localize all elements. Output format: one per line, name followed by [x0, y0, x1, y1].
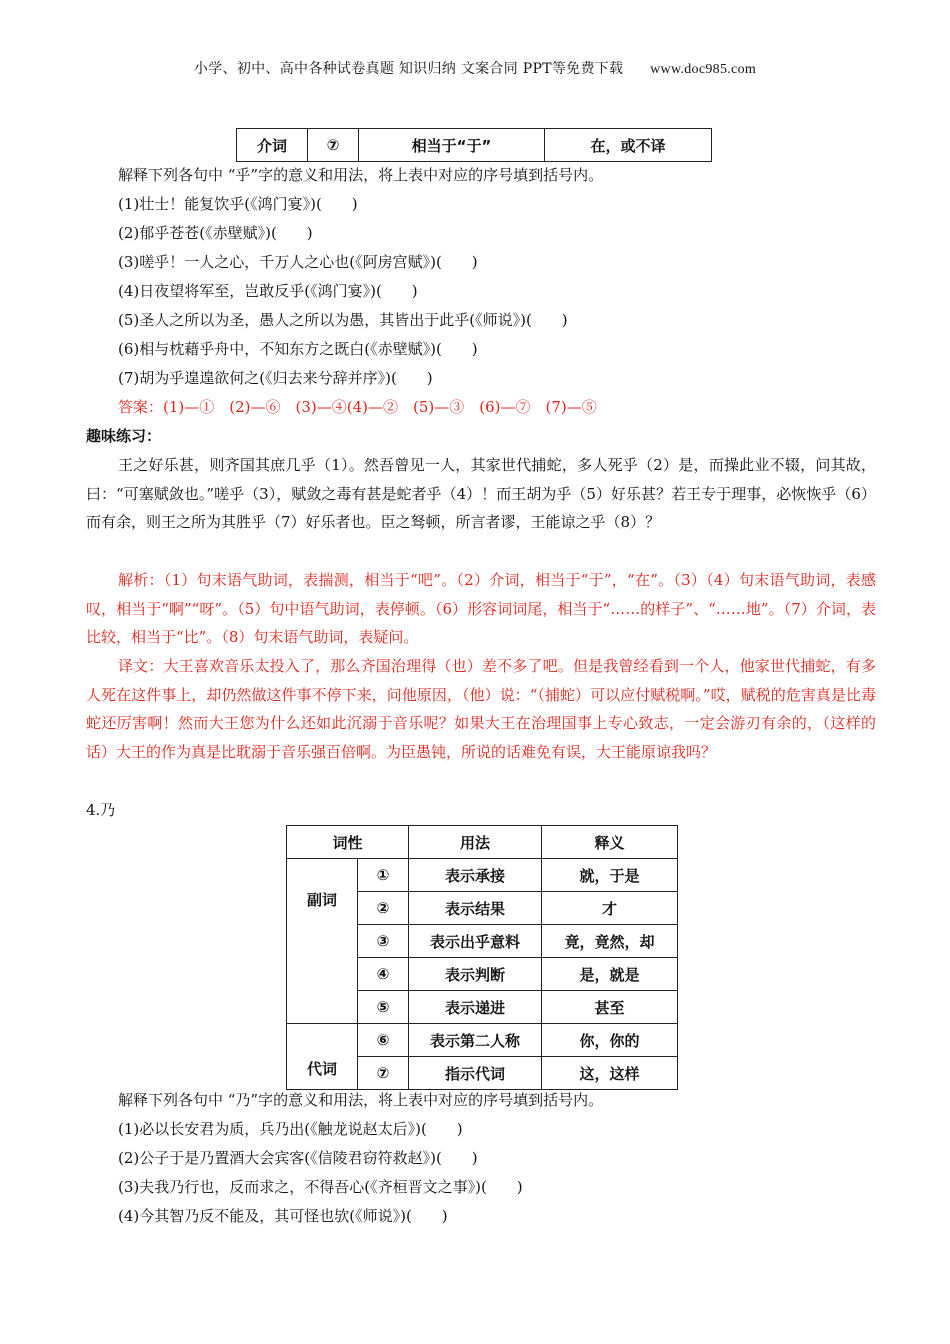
list-item: (4)日夜望将军至，岂敢反乎(《鸿门宴》)( )	[118, 282, 418, 300]
table-cell-num: ⑦	[358, 1057, 409, 1090]
table-cell-meaning: 是，就是	[542, 958, 678, 991]
table-cell-usage: 表示出乎意料	[409, 925, 542, 958]
table-cell: 相当于“于”	[359, 129, 545, 162]
fun-practice-title: 趣味练习：	[86, 427, 162, 445]
fun-passage: 王之好乐甚，则齐国其庶几乎（1）。然吾曾见一人，其家世代捕蛇，多人死乎（2）是，而操此业不辍，问其故，曰：“可塞赋敛也。”嗟乎（3），赋敛之毒有甚是蛇者乎（4）！而王胡为乎（5）好乐甚？若王专于理事，必恢恢乎（6）而有余，则王之所为其胜乎（7）好乐者也。臣之驽顿，所言者谬，王能谅之乎（8）？	[86, 456, 876, 531]
table-cell-usage: 表示递进	[409, 991, 542, 1024]
table-cell-meaning: 这，这样	[542, 1057, 678, 1090]
list-item: (2)郁乎苍苍(《赤壁赋》)( )	[118, 224, 313, 242]
table-cell-meaning: 甚至	[542, 991, 678, 1024]
table-cell-usage: 表示第二人称	[409, 1024, 542, 1057]
nai-instruction: 解释下列各句中 “乃”字的意义和用法，将上表中对应的序号填到括号内。	[118, 1091, 604, 1109]
table-cell: 在，或不译	[545, 129, 712, 162]
table-cell-num: ①	[358, 859, 409, 892]
table-cell-usage: 表示结果	[409, 892, 542, 925]
list-item: (4)今其智乃反不能及，其可怪也欤(《师说》)( )	[118, 1207, 448, 1225]
list-item: (3)嗟乎！一人之心，千万人之心也(《阿房宫赋》)( )	[118, 253, 478, 271]
nai-usage-table	[286, 825, 678, 1090]
table-cell-usage: 表示承接	[409, 859, 542, 892]
list-item: (2)公子于是乃置酒大会宾客(《信陵君窃符救赵》)( )	[118, 1149, 478, 1167]
table-header: 释义	[542, 826, 678, 859]
list-item: (3)夫我乃行也，反而求之，不得吾心(《齐桓晋文之事》)( )	[118, 1178, 523, 1196]
list-item: (6)相与枕藉乎舟中，不知东方之既白(《赤壁赋》)( )	[118, 340, 478, 358]
table-cell: ⑦	[308, 129, 359, 162]
hu-instruction: 解释下列各句中 “乎”字的意义和用法，将上表中对应的序号填到括号内。	[118, 166, 604, 184]
table-cell-usage: 表示判断	[409, 958, 542, 991]
hu-answer: 答案：(1)—① (2)—⑥ (3)—④(4)—② (5)—③ (6)—⑦ (7)—⑤	[118, 398, 597, 416]
table-row	[287, 1024, 678, 1057]
table-cell-pos: 代词	[287, 1024, 358, 1090]
table-cell-pos: 副词	[287, 859, 358, 1024]
table-cell-num: ②	[358, 892, 409, 925]
table-cell-num: ⑤	[358, 991, 409, 1024]
table-cell-meaning: 才	[542, 892, 678, 925]
table-row	[287, 859, 678, 892]
table-cell-meaning: 竟，竟然，却	[542, 925, 678, 958]
table-cell-num: ⑥	[358, 1024, 409, 1057]
header-url[interactable]: www.doc985.com	[650, 62, 757, 77]
table-cell-meaning: 就，于是	[542, 859, 678, 892]
table-cell-num: ③	[358, 925, 409, 958]
list-item: (7)胡为乎遑遑欲何之(《归去来兮辞并序》)( )	[118, 369, 433, 387]
fun-analysis: 解析：（1）句末语气助词，表揣测，相当于“吧”。（2）介词，相当于“于”，“在”。（3）（4）句末语气助词，表感叹，相当于“啊”“呀”。（5）句中语气助词，表停顿。（6）形容词词尾，相当于“……的样子”、“……地”。（7）介词，表比较，相当于“比”。（8）句末语气助词，表疑问。	[86, 571, 876, 646]
nai-section-title: 4.乃	[86, 801, 116, 819]
table-cell-num: ④	[358, 958, 409, 991]
header-text: 小学、初中、高中各种试卷真题 知识归纳 文案合同 PPT等免费下载	[193, 61, 624, 77]
table-cell: 介词	[237, 129, 308, 162]
list-item: (1)壮士！能复饮乎(《鸿门宴》)( )	[118, 195, 358, 213]
table-header: 用法	[409, 826, 542, 859]
table-header: 词性	[287, 826, 409, 859]
page-header	[0, 58, 950, 78]
list-item: (1)必以长安君为质，兵乃出(《触龙说赵太后》)( )	[118, 1120, 463, 1138]
table-cell-meaning: 你，你的	[542, 1024, 678, 1057]
hu-usage-table-fragment	[236, 128, 712, 162]
fun-translation: 译文：大王喜欢音乐太投入了，那么齐国治理得（也）差不多了吧。但是我曾经看到一个人，他家世代捕蛇，有多人死在这件事上，却仍然做这件事不停下来，问他原因，（他）说：“（捕蛇）可以应付赋税啊。”哎，赋税的危害真是比毒蛇还厉害啊！然而大王您为什么还如此沉溺于音乐呢？如果大王在治理国事上专心致志，一定会游刃有余的，（这样的话）大王的作为真是比耽溺于音乐强百倍啊。为臣愚钝，所说的话难免有误，大王能原谅我吗？	[86, 657, 876, 761]
list-item: (5)圣人之所以为圣，愚人之所以为愚，其皆出于此乎(《师说》)( )	[118, 311, 568, 329]
table-cell-usage: 指示代词	[409, 1057, 542, 1090]
